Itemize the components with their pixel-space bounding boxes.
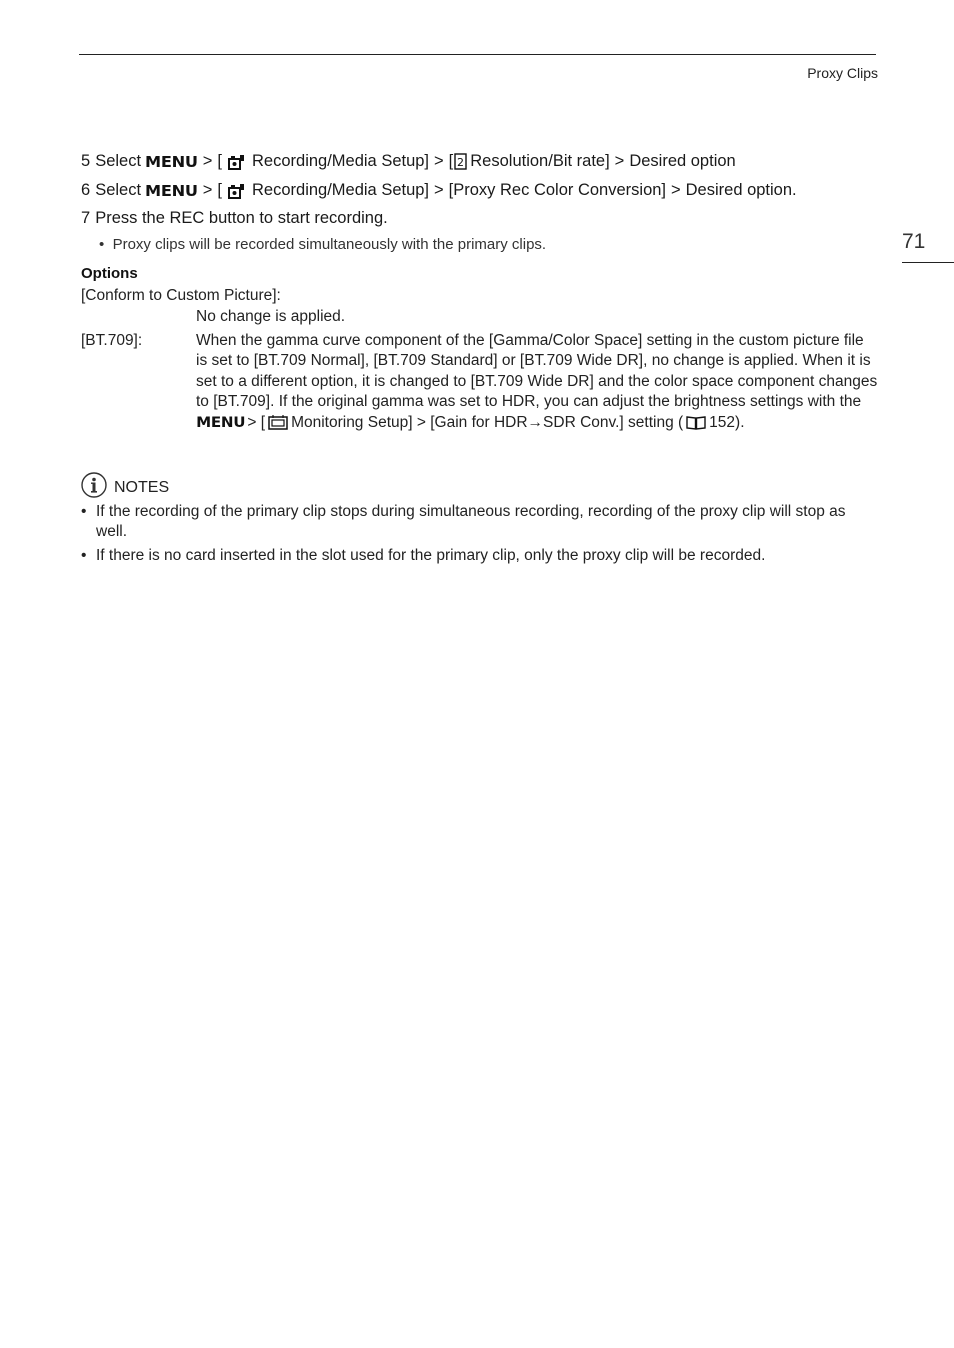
menu-item: [Proxy Rec Color Conversion] (448, 181, 666, 199)
notes-heading (81, 472, 169, 503)
menu-button-label: MENU (145, 181, 198, 200)
separator: > (434, 152, 444, 170)
bullet-dot: • (81, 503, 87, 520)
separator: > (202, 152, 213, 170)
step-5 (81, 152, 736, 171)
step-result: Desired option (629, 152, 736, 170)
note-item (81, 502, 878, 543)
page-number: 71 (902, 230, 926, 253)
camera-recording-icon (228, 153, 246, 171)
bracket-open: [ (448, 152, 454, 170)
step-number: 7 (81, 209, 91, 227)
svg-text:2: 2 (457, 156, 465, 169)
running-head: Proxy Clips (807, 65, 878, 81)
separator: > (671, 181, 681, 199)
option-label-conform: [Conform to Custom Picture]: (81, 287, 281, 304)
separator: > [ (247, 413, 266, 431)
menu-item: Recording/Media Setup] (252, 152, 430, 170)
monitor-icon (268, 415, 288, 431)
menu-button-label: MENU (145, 152, 198, 171)
bt709-desc-text: When the gamma curve component of the [Gamma/Color Space] setting in the custom picture file is set to [BT.709 Normal], [BT.709 Standard] or [BT.709 Wide DR], no change is applied. When it is set to a different option, it is changed to [BT.709 Wide DR] and the color space component changes to [BT.709]. If the original gamma was set to HDR, you can adjust the brightness settings with the (196, 332, 878, 411)
step-6 (81, 181, 797, 200)
menu-item: Recording/Media Setup] (252, 181, 430, 199)
menu-button-label: MENU (196, 414, 246, 431)
bracket-open: [ (217, 152, 222, 170)
option-label-bt709: [BT.709]: (81, 332, 143, 349)
page-2-icon (454, 153, 467, 170)
step-select: Select (95, 181, 142, 199)
top-rule (79, 54, 876, 55)
step-number: 5 (81, 152, 91, 170)
bullet-text: Proxy clips will be recorded simultaneously with the primary clips. (112, 236, 547, 253)
notes-title: NOTES (114, 478, 170, 496)
step-text: Press the REC button to start recording. (95, 209, 388, 227)
step-number: 6 (81, 181, 91, 199)
step-7-bullet (99, 236, 546, 253)
step-result: Desired option. (685, 181, 797, 199)
option-desc-conform: No change is applied. (196, 308, 346, 325)
note-text: If the recording of the primary clip stops during simultaneous recording, recording of the proxy clip will stop as well. (96, 503, 846, 541)
option-desc-bt709 (196, 331, 878, 433)
camera-recording-icon (228, 182, 246, 200)
bullet-dot: • (81, 547, 87, 564)
book-icon (686, 415, 706, 430)
bracket-open: [ (217, 181, 222, 199)
bullet-dot: • (99, 236, 113, 253)
bt709-desc-item: Monitoring Setup] > [Gain for HDR→SDR Conv.] setting ( (291, 413, 684, 431)
separator: > (614, 152, 625, 170)
note-item (81, 546, 878, 566)
info-icon (81, 472, 114, 503)
menu-item: Resolution/Bit rate] (470, 152, 610, 170)
step-7 (81, 209, 388, 228)
options-heading: Options (81, 265, 138, 282)
separator: > (434, 181, 444, 199)
step-select: Select (95, 152, 142, 170)
note-text: If there is no card inserted in the slot used for the primary clip, only the proxy clip will be recorded. (96, 547, 766, 564)
separator: > (202, 181, 213, 199)
bt709-page-ref: 152). (709, 413, 745, 431)
page-number-rule (902, 262, 954, 263)
